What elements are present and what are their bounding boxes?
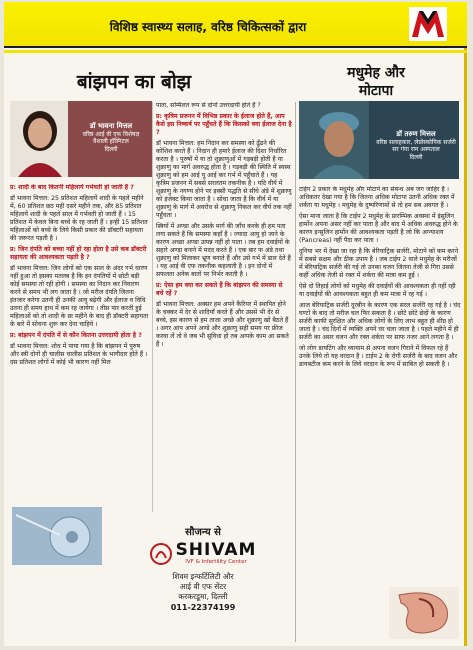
paragraph-text: आज बेरियाट्रिक सर्जरी दूरबीन के कारण एक सरल सर्जरी रह गई है । चंद घण्टों के बाद तो मरीज चल फिर सकता है । छोटे छोटे छेदों के कारण सर्जरी काफी सुरक्षित और अधिक लोगों के लिए लाभ बहुत ही शीघ्र हो जाता है । चंद दिनों में व्यक्ति अपने घर चला जाता है । पहले महीने में ही सर्जरी का असर वजन और रक्त शर्करा पर साफ नजर आने लगता है । (299, 302, 461, 341)
sponsor-brand: SHIVAM (175, 540, 257, 560)
answer-text: स्त्रियों में अण्डा और उसके मार्ग की जाँच करके ही हम पता लगा सकते हैं कि समस्या कहाँ है । ज्यादा आयु हो जाने के कारण अच्छा अण्डा उत्पन्न नहीं हो पाता । तब हम दवाईयों के सहारे अण्डा बनाने में मदद करते हैं । एक बार फ अंडे तथा शुक्राणु को मिलाकर भ्रूण बनाते हैं और उसे गर्भ में डाल देते हैं । यह आई वी एफ तकनीक कहलाती है । इन दोनों में सफलता अनेक बातों पर निर्भर करती है । (156, 223, 291, 278)
sponsor-block (132, 524, 274, 614)
sponsor-phone: 011-22374199 (170, 603, 236, 612)
left-column-1 (10, 184, 149, 642)
sponsor-line-2: आई वी एफ सेंटर (179, 582, 227, 591)
answer-text: पाता, सम्मिलत रूप से दोनों उत्तरदायी होते हैं ? (156, 102, 261, 109)
paragraph-text: ऐसा माना जाता है कि टाईप 2 मधुमेह के प्रारम्भिक अवस्था में इंसुलिन हार्मोन अपना असर नहीं कर पाता है और बाद में अधिक अवरुद्ध होने के कारण इन्सुलिन हार्मोन की आवश्यकता पड़ती है जो कि अग्न्याशय (Pancreas) नहीं पैदा कर पाता । (299, 213, 458, 244)
column-divider (152, 102, 153, 512)
question-text: प्र: बांझपन में दंपति में से कौन कितना उत्तरदायी होता है ? (10, 332, 142, 339)
answer-text: डॉ भावना मित्तल: शोध में पाया गया है कि बांझपन में पुरुष और स्त्री दोनों ही चालीस चालीस प्रतिशत के भागीदार होते हैं । दस प्रतिशत लोगों में कोई भी कारण नहीं मिल (10, 343, 148, 366)
answer-text: डॉ भावना मित्तल: अक्सर हम अपने कैरियर में स्थापित होने के चक्कर में देर से शादियाँ करते हैं और उससे भी देर से बच्चे, इस कारण से हम ताजा अच्छे और शुक्राणु खो बैठते हैं । अगर आप अपने अण्डे और शुक्राणु सही समय पर फ्रीज करवा लें तो वे जब भी सुविधा हो तब आपके काम आ सकते हैं । (156, 301, 289, 348)
header-title: विशिष्ठ स्वास्थ्य सलाह, वरिष्ठ चिकित्सकों द्वारा (109, 20, 307, 34)
answer-text: डॉ भावना मित्तल: जिन लोगों को एक साल के अंदर गर्भ धारण नहीं हुआ तो इसका मतलब है कि इन दंपतियों में छोटी बड़ी कोई समस्या तो रही होगी । समस्या का निदान कर निवारण करने से समय भी लग जाता है । जो मरीज दंपति जितना इंतजार करेगा उतनी ही उनकी आयु बढ़ेगी और ईलाज व विधि उतना ही समय हाथ में कम रह जायेगा । तीस पार करती हुई महिलाओं को तो शादी के छः महीने के बाद ही डॉक्टरी सहायता के बारे में सोचना शुरू कर देना चाहिये । (10, 265, 149, 328)
doctor-caption-tarun (375, 131, 457, 161)
logo-m-icon (409, 7, 447, 41)
left-column-2 (156, 102, 292, 520)
stomach-illustration-image (389, 587, 459, 639)
doctor-hospital: वैशाली हॉस्पिटल (93, 138, 129, 145)
paragraph-text: दुनिया भर में देखा जा रहा है कि बेरियाट्रिक सर्जरी, मोटापे को कम करने में सबसे सक्षम और ठीक उपाय है । जब टाईप 2 वाले मधुमेह के मरीजों में बेरियाट्रिक सर्जरी की गई तो उनका वजन जितना तेजी से गिरा उससे कहीं अधिक तेजी से रक्त में शर्करा की मात्रा कम हुई । (299, 248, 459, 279)
paragraph-text: टाईप 2 प्रकार के मधुमेह और मोटापे का संबन्ध अब जग जाहिर है । अधिकतर देखा गया है कि जितना अधिक मोटापा उतनी अधिक रक्त में शर्करा या मधुमेह । मधुमेह के दुष्परिणामों से तो हम सब अवगत हैं । (299, 186, 455, 209)
doctor-photo-tarun (299, 101, 459, 179)
question-text: प्र: कृत्रिम प्रजनन में विभिन्न प्रकार के ईलाज होते हैं, आप कैसे इस निष्कर्ष पर पहुँचते हैं कि किसको क्या ईलाज देना है ? (156, 113, 292, 136)
doctor-hospital: सर गंगा राम अस्पताल (392, 146, 440, 153)
question-text: प्र: जिन दंपति को बच्चा नहीं हो रहा होता है उसे कब डॉक्टरी सहायता की आवश्यकता पड़ती है ? (10, 246, 147, 261)
ivf-injection-illustration-image (12, 507, 102, 565)
right-column (299, 186, 461, 642)
article-title-diabetes (306, 64, 446, 100)
question-text: प्र: ऐसा हम क्या कर सकते हैं कि बांझपन की समस्या से बचे रहें ? (156, 282, 283, 297)
paragraph-text: जो लोग डायटिंग और व्यायाम से अपना वजन गिराने में विफल रहे हैं उनके लिये तो यह वरदान है । टाईप 2 के रोगी सर्जरी के बाद वजन और डायबटीज कम करने के लिये वरदान के रूप में साबित हो सकती है । (299, 345, 457, 368)
doctor-city: दिल्ली (104, 145, 118, 153)
question-text: प्र: शादी के बाद कितनी महिलायें गर्भवती हो जाती हैं ? (10, 184, 134, 191)
shivam-logo-icon (150, 543, 172, 565)
doctor-caption-bhavna (72, 123, 150, 153)
doctor-role: वरिष्ठ आई वी एफ विशेषज्ञ (82, 130, 140, 138)
doctor-photo-bhavna (10, 101, 152, 177)
courtesy-text: सौजन्य से (185, 527, 221, 538)
title-line-2: मोटापा (358, 83, 394, 99)
doctor-name: डॉ भावना मित्तल (89, 122, 133, 130)
article-title-infertility: बांझपन का बोझ (76, 71, 192, 93)
page-header (4, 2, 467, 48)
magazine-page (4, 2, 467, 646)
answer-text: डॉ भावना मित्तल: हम निदान कर समस्या को ढूँढने की कोशिश करते हैं । निदान ही हमारे ईलाज की दिशा निर्धारित करता है । पुरुषों में या तो शुक्राणुओं में गड़बड़ी होती है या शुक्राणु का मार्ग अवरुद्ध होता है । गड़बड़ी की स्थिति में स्वस्थ शुक्राणु को हम आई यू आई कर गर्भ में पहुँचाते हैं । यह कृत्रिम प्रजनन में सबसे सरलतम तकनीक है । यदि वीर्य में शुक्राणु के नगण्य होने पर इक्सी पद्धति से सीधे अंडे में शुक्राणु को इंजेक्ट किया जाता है । सोचा जाता है कि वीर्य में या शुक्राणु के मार्ग में अवरोध से शुक्राणु निकल कर वीर्य तक नहीं पहुँचता । (156, 140, 292, 219)
sponsor-line-3: करकरडूमा, दिल्ली (178, 592, 228, 601)
sponsor-logo (132, 542, 274, 566)
title-line-1: मधुमेह और (347, 65, 405, 81)
paragraph-text: ऐसे दो तिहाई लोगों को मधुमेह की दवाईयों की आवश्यकता ही नहीं रही या दवाईयों की आवश्यकता बहुत ही कम मात्रा में रह गई । (299, 283, 456, 298)
doctor-city: दिल्ली (409, 153, 423, 161)
header-rule (4, 50, 467, 53)
sponsor-tagline: IVF & Infertility Center (185, 559, 247, 565)
doctor-name: डॉ तरुण मित्तल (396, 130, 436, 138)
answer-text: डॉ भावना मित्तल: 25 प्रतिशत महिलायें शादी के पहले महीने में, 60 प्रतिशत छठ मही दसरे महीने तक, और 85 प्रतिशत महिलायें शादी के पहले साल में गर्भवती हो जाती हैं । 15 प्रतिशत में केवल बिना बच्चे के रह जाती हैं । इन्ही 15 प्रतिशत महिलाओं को बच्चे के लिये किसी प्रकार की डॉक्टरी सहायता की जरूरत पड़ती है । (10, 195, 148, 242)
doctor-role: वरिष्ठ सलाहकार, लेप्रोस्कोपिक सर्जरी (376, 138, 456, 146)
article-divider (295, 102, 296, 642)
sponsor-line-1: शिवम इन्फर्टिलिटी और (172, 572, 234, 581)
magazine-logo (409, 7, 447, 41)
